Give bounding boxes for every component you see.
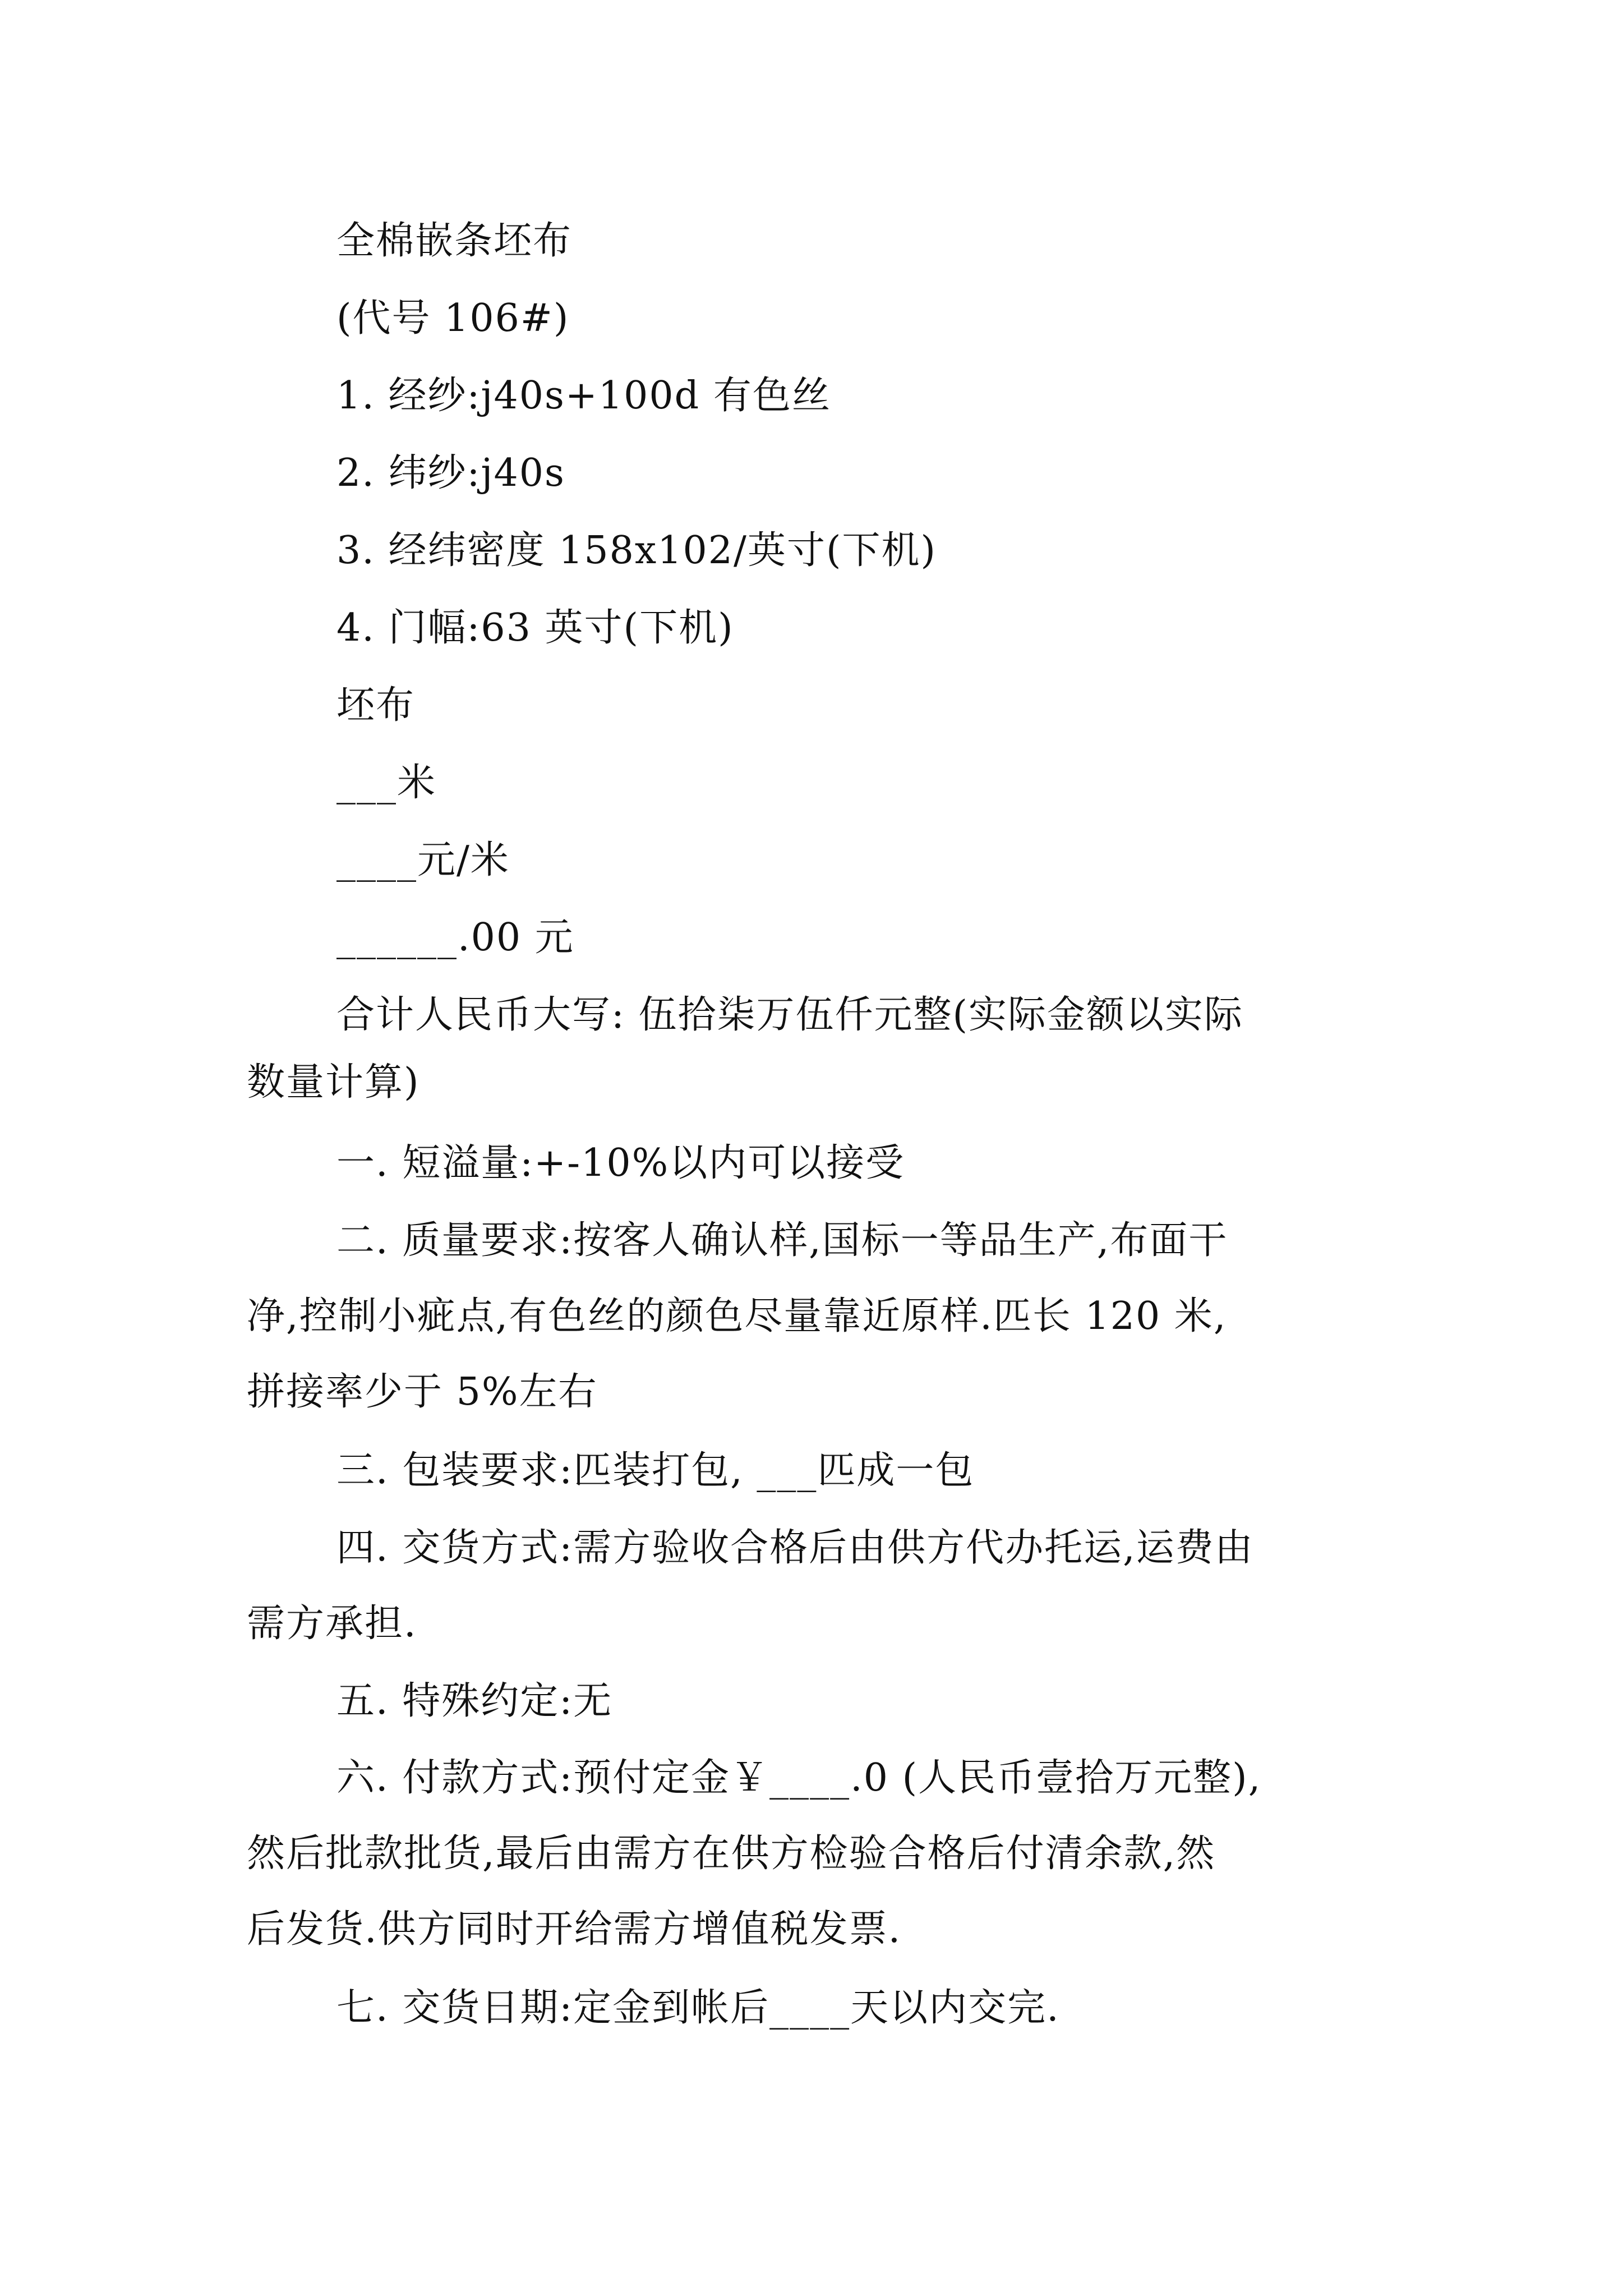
clause-4-line-2: 需方承担. (247, 1602, 417, 1646)
clause-6-line-1: 六. 付款方式:预付定金￥____.0 (人民币壹拾万元整), (336, 1756, 1262, 1800)
clause-6-line-3: 后发货.供方同时开给需方增值税发票. (247, 1907, 902, 1952)
clause-3: 三. 包装要求:匹装打包, ___匹成一包 (336, 1448, 975, 1493)
spec-density: 3. 经纬密度 158x102/英寸(下机) (336, 528, 937, 573)
total-line-1: 合计人民币大写: 伍拾柒万伍仟元整(实际金额以实际 (336, 993, 1244, 1037)
spec-width: 4. 门幅:63 英寸(下机) (336, 606, 734, 650)
total-line-2: 数量计算) (247, 1060, 420, 1105)
clause-5: 五. 特殊约定:无 (336, 1679, 613, 1723)
amount-line: ______.00 元 (336, 915, 574, 960)
spec-weft: 2. 纬纱:j40s (336, 451, 565, 495)
unit-price-line: ____元/米 (336, 838, 510, 882)
spec-warp: 1. 经纱:j40s+100d 有色丝 (336, 374, 831, 418)
clause-1: 一. 短溢量:+-10%以内可以接受 (336, 1141, 905, 1185)
quantity-line: ___米 (336, 761, 437, 805)
item-name: 坯布 (336, 683, 416, 728)
clause-6-line-2: 然后批款批货,最后由需方在供方检验合格后付清余款,然 (247, 1832, 1216, 1876)
clause-4-line-1: 四. 交货方式:需方验收合格后由供方代办托运,运费由 (336, 1526, 1254, 1570)
clause-2-line-3: 拼接率少于 5%左右 (247, 1370, 598, 1414)
document-title: 全棉嵌条坯布 (336, 219, 573, 263)
clause-7: 七. 交货日期:定金到帐后____天以内交完. (336, 1986, 1060, 2030)
product-code: (代号 106#) (336, 296, 570, 341)
clause-2-line-1: 二. 质量要求:按客人确认样,国标一等品生产,布面干 (336, 1218, 1228, 1263)
clause-2-line-2: 净,控制小疵点,有色丝的颜色尽量靠近原样.匹长 120 米, (247, 1294, 1227, 1338)
